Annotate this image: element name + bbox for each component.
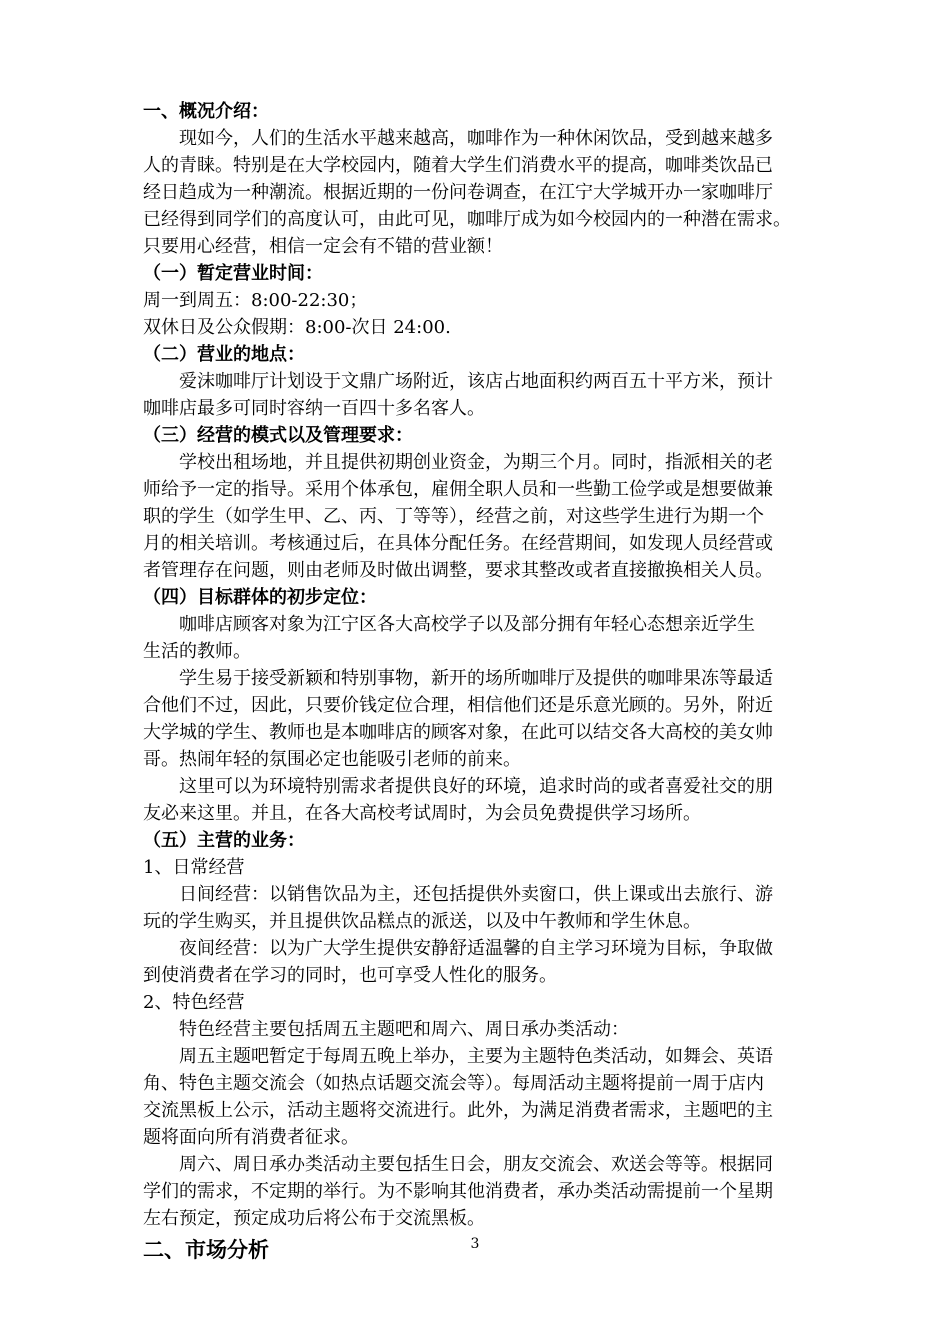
paragraph-friday-theme	[143, 1043, 815, 1151]
page-number: 3	[470, 1236, 480, 1252]
text-line: 交流黑板上公示，活动主题将交流进行。此外，为满足消费者需求，主题吧的主	[143, 1100, 773, 1121]
item-daily-operation: 1、日常经营	[143, 857, 245, 878]
text-line: 这里可以为环境特别需求者提供良好的环境，追求时尚的或者喜爱社交的朋	[179, 776, 773, 797]
text-line: 学生易于接受新颖和特别事物，新开的场所咖啡厅及提供的咖啡果冻等最适	[179, 668, 773, 689]
text-line: 爱沫咖啡厅计划设于文鼎广场附近，该店占地面积约两百五十平方米，预计	[179, 371, 773, 392]
text-line: 现如今，人们的生活水平越来越高，咖啡作为一种休闲饮品，受到越来越多	[179, 128, 773, 149]
text-line: 师给予一定的指导。采用个体承包，雇佣全职人员和一些勤工俭学或是想要做兼	[143, 479, 773, 500]
paragraph-target-3	[143, 773, 815, 827]
text-line: 咖啡店最多可同时容纳一百四十多名客人。	[143, 398, 485, 419]
item-special-operation: 2、特色经营	[143, 992, 245, 1013]
subheading-location: （二）营业的地点：	[143, 344, 305, 365]
text-line: 角、特色主题交流会（如热点话题交流会等）。每周活动主题将提前一周于店内	[143, 1073, 764, 1094]
paragraph-special-intro	[143, 1016, 815, 1043]
document-body	[143, 98, 815, 1265]
text-line: 友必来这里。并且，在各大高校考试周时，为会员免费提供学习场所。	[143, 803, 701, 824]
text-line: 哥。热闹年轻的氛围必定也能吸引老师的前来。	[143, 749, 521, 770]
text-line: 生活的教师。	[143, 641, 251, 662]
paragraph-management	[143, 449, 815, 584]
text-line: 经日趋成为一种潮流。根据近期的一份问卷调查，在江宁大学城开办一家咖啡厅	[143, 182, 773, 203]
text-line: 到使消费者在学习的同时，也可享受人性化的服务。	[143, 965, 557, 986]
subheading-target-group: （四）目标群体的初步定位：	[143, 587, 377, 608]
text-line: 夜间经营：以为广大学生提供安静舒适温馨的自主学习环境为目标，争取做	[179, 938, 773, 959]
text-line: 月的相关培训。考核通过后，在具体分配任务。在经营期间，如发现人员经营或	[143, 533, 773, 554]
subheading-hours: （一）暂定营业时间：	[143, 263, 323, 284]
text-line: 特色经营主要包括周五主题吧和周六、周日承办类活动：	[179, 1019, 629, 1040]
text-line: 玩的学生购买，并且提供饮品糕点的派送，以及中午教师和学生休息。	[143, 911, 701, 932]
text-line: 人的青睐。特别是在大学校园内，随着大学生们消费水平的提高，咖啡类饮品已	[143, 155, 773, 176]
paragraph-location	[143, 368, 815, 422]
subheading-main-business: （五）主营的业务：	[143, 830, 305, 851]
section-heading-overview: 一、概况介绍：	[143, 101, 269, 122]
section-heading-market-analysis: 二、市场分析	[143, 1237, 269, 1262]
paragraph-overview	[143, 125, 815, 260]
paragraph-target-2	[143, 665, 815, 773]
hours-weekend: 双休日及公众假期：8:00-次日 24:00.	[143, 317, 451, 338]
text-line: 只要用心经营，相信一定会有不错的营业额！	[143, 236, 503, 257]
text-line: 日间经营：以销售饮品为主，还包括提供外卖窗口，供上课或出去旅行、游	[179, 884, 773, 905]
text-line: 职的学生（如学生甲、乙、丙、丁等等），经营之前，对这些学生进行为期一个	[143, 506, 764, 527]
paragraph-weekend-events	[143, 1151, 815, 1232]
paragraph-target-1	[143, 611, 815, 665]
paragraph-day-operation	[143, 881, 815, 935]
text-line: 大学城的学生、教师也是本咖啡店的顾客对象，在此可以结交各大高校的美女帅	[143, 722, 773, 743]
text-line: 学们的需求，不定期的举行。为不影响其他消费者，承办类活动需提前一个星期	[143, 1181, 773, 1202]
text-line: 周五主题吧暂定于每周五晚上举办，主要为主题特色类活动，如舞会、英语	[179, 1046, 773, 1067]
text-line: 周六、周日承办类活动主要包括生日会，朋友交流会、欢送会等等。根据同	[179, 1154, 773, 1175]
paragraph-night-operation	[143, 935, 815, 989]
text-line: 左右预定，预定成功后将公布于交流黑板。	[143, 1208, 485, 1229]
text-line: 咖啡店顾客对象为江宁区各大高校学子以及部分拥有年轻心态想亲近学生	[179, 614, 755, 635]
text-line: 学校出租场地，并且提供初期创业资金，为期三个月。同时，指派相关的老	[179, 452, 773, 473]
text-line: 已经得到同学们的高度认可，由此可见，咖啡厅成为如今校园内的一种潜在需求。	[143, 209, 791, 230]
hours-weekday: 周一到周五：8:00-22:30；	[143, 290, 368, 311]
subheading-management: （三）经营的模式以及管理要求：	[143, 425, 413, 446]
text-line: 合他们不过，因此，只要价钱定位合理，相信他们还是乐意光顾的。另外，附近	[143, 695, 773, 716]
text-line: 题将面向所有消费者征求。	[143, 1127, 359, 1148]
text-line: 者管理存在问题，则由老师及时做出调整，要求其整改或者直接撤换相关人员。	[143, 560, 773, 581]
